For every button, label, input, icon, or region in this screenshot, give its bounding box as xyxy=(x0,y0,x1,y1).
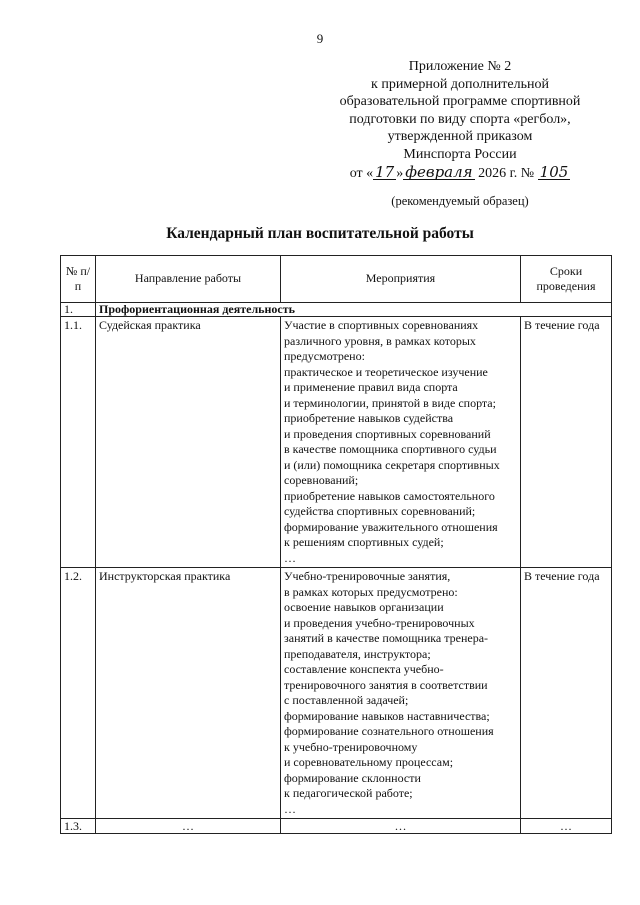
header-events: Мероприятия xyxy=(281,256,521,303)
event-line: судейства спортивных соревнований; xyxy=(284,504,476,518)
table-row xyxy=(61,819,612,834)
event-line: различного уровня, в рамках которых xyxy=(284,333,476,348)
event-line: в качестве помощника спортивного судьи xyxy=(284,442,497,456)
event-line: к педагогической работе; xyxy=(284,786,413,800)
date-year: 2026 г. № xyxy=(474,166,538,181)
row-direction: Инструкторская практика xyxy=(96,568,281,819)
row-dates: В течение года xyxy=(521,317,612,568)
appendix-line: Минспорта России xyxy=(403,146,517,162)
event-line: и соревновательному процессам; xyxy=(284,755,454,769)
event-line: формирование навыков наставничества; xyxy=(284,708,490,723)
appendix-line: к примерной дополнительной xyxy=(371,76,549,92)
event-line: освоение навыков организации xyxy=(284,600,444,614)
event-line: приобретение навыков самостоятельного xyxy=(284,488,495,503)
appendix-line: Приложение № 2 xyxy=(408,59,512,74)
table-row xyxy=(61,317,612,568)
date-prefix: от « xyxy=(349,166,374,181)
row-num: 1.2. xyxy=(61,568,96,819)
row-events: … xyxy=(281,819,521,834)
row-num: 1.1. xyxy=(61,317,96,568)
row-events xyxy=(281,317,521,568)
date-day: 17 xyxy=(375,163,395,181)
event-line: практическое и теоретическое изучение xyxy=(284,364,488,379)
table-row xyxy=(61,568,612,819)
section-num: 1. xyxy=(61,303,96,317)
table-header-row xyxy=(61,256,612,303)
event-line: формирование склонности xyxy=(284,770,421,785)
order-number: 105 xyxy=(539,163,569,181)
row-num: 1.3. xyxy=(61,819,96,834)
appendix-block xyxy=(300,58,620,183)
section-row xyxy=(61,303,612,317)
row-events xyxy=(281,568,521,819)
event-line: в рамках которых предусмотрено: xyxy=(284,584,458,599)
date-mid: » xyxy=(396,166,404,181)
event-line: тренировочного занятия в соответствии xyxy=(284,677,488,692)
event-line: … xyxy=(284,550,296,565)
event-line: и применение правил вида спорта xyxy=(284,380,458,394)
event-line: с поставленной задачей; xyxy=(284,693,409,707)
date-month: февраля xyxy=(405,163,473,181)
event-line: предусмотрено: xyxy=(284,349,365,363)
event-line: к учебно-тренировочному xyxy=(284,739,418,754)
order-date-line xyxy=(300,165,620,183)
event-line: формирование сознательного отношения xyxy=(284,724,494,738)
event-line: Учебно-тренировочные занятия, xyxy=(284,569,451,583)
page-number: 9 xyxy=(316,31,324,46)
event-line: приобретение навыков судейства xyxy=(284,411,454,425)
event-line: и проведения учебно-тренировочных xyxy=(284,615,475,630)
row-direction: … xyxy=(96,819,281,834)
header-num: № п/п xyxy=(61,256,96,303)
appendix-line: подготовки по виду спорта «регбол», xyxy=(349,111,571,127)
event-line: преподавателя, инструктора; xyxy=(284,646,431,661)
event-line: Участие в спортивных соревнованиях xyxy=(284,318,479,332)
event-line: формирование уважительного отношения xyxy=(284,519,498,534)
event-line: занятий в качестве помощника тренера- xyxy=(284,631,489,645)
row-dates: … xyxy=(521,819,612,834)
sample-note: (рекомендуемый образец) xyxy=(391,194,529,208)
event-line: и проведения спортивных соревнований xyxy=(284,426,491,441)
header-dates: Сроки проведения xyxy=(521,256,612,303)
event-line: и терминологии, принятой в виде спорта; xyxy=(284,395,496,410)
event-line: и (или) помощника секретаря спортивных xyxy=(284,457,500,472)
row-direction: Судейская практика xyxy=(96,317,281,568)
row-dates: В течение года xyxy=(521,568,612,819)
event-line: составление конспекта учебно- xyxy=(284,662,444,676)
document-title: Календарный план воспитательной работы xyxy=(166,225,474,242)
event-line: к решениям спортивных судей; xyxy=(284,535,444,549)
section-title: Профориентационная деятельность xyxy=(96,303,612,317)
appendix-line: утвержденной приказом xyxy=(387,129,533,144)
plan-table xyxy=(60,255,612,834)
appendix-line: образовательной программе спортивной xyxy=(339,94,581,109)
event-line: соревнований; xyxy=(284,473,359,487)
event-line: … xyxy=(284,801,296,816)
header-direction: Направление работы xyxy=(96,256,281,303)
